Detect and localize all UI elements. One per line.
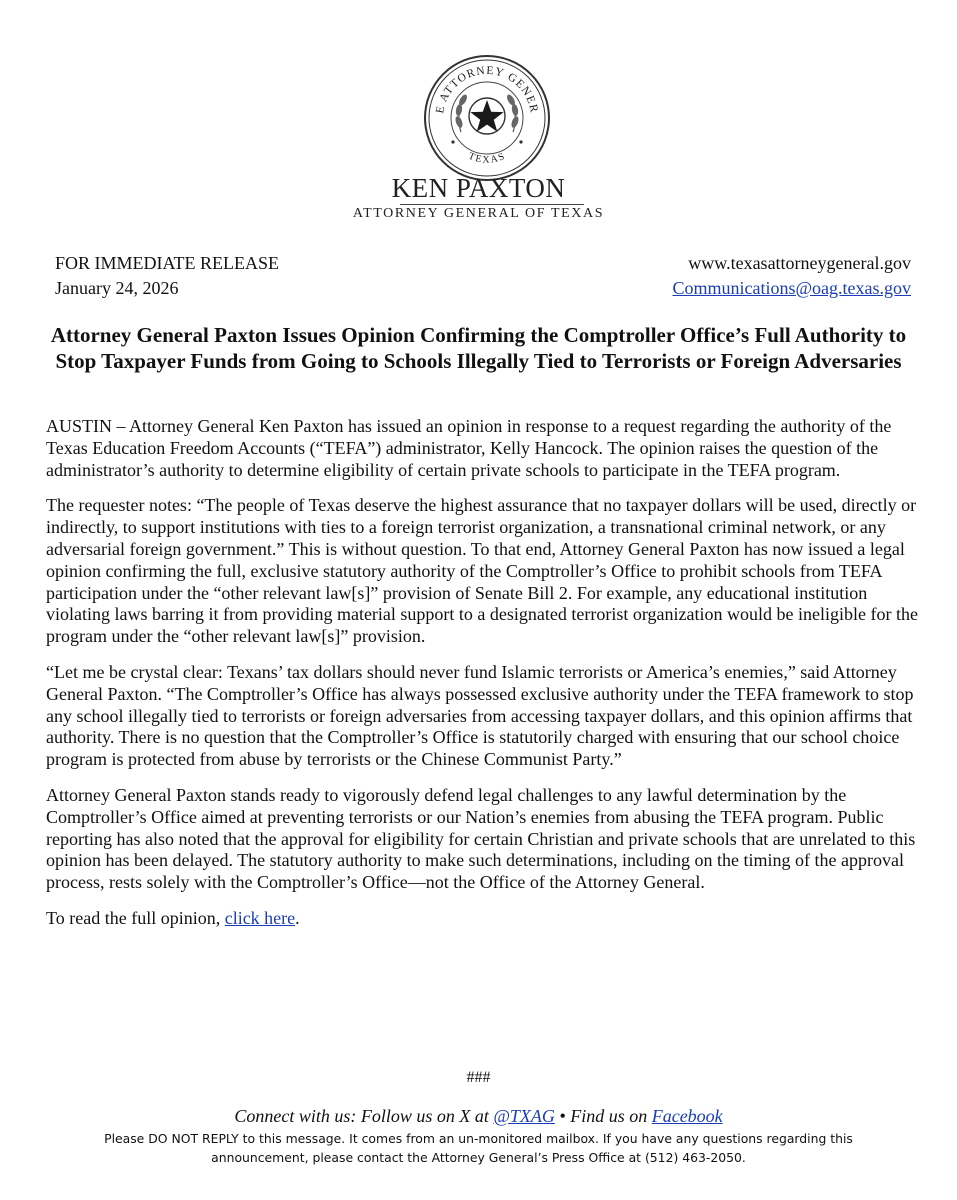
paragraph-3: “Let me be crystal clear: Texans’ tax dollars should never fund Islamic terrorists or America’s enemies,” said Attorney General Paxton. “The Comptroller’s Office has always possessed exclusive authority under the TEFA framework to stop any school illegally tied to terrorists or foreign adversaries from accessing taxpayer dollars, and this opinion affirms that authority. There is no question that the Comptroller’s Office is statutorily charged with ensuring that our school choice program is protected from abuse by terrorists or the Chinese Communist Party.”	[46, 661, 914, 770]
seal-top-text: E ATTORNEY GENER	[434, 64, 540, 115]
paragraph-2: The requester notes: “The people of Texas deserve the highest assurance that no taxpayer dollars will be used, directly or indirectly, to support institutions with ties to a foreign terrorist organization, a transnational criminal network, or any adversarial foreign government.” This is without question. To that end, Attorney General Paxton has now issued a legal opinion confirming the full, exclusive statutory authority of the Comptroller’s Office to prohibit schools from TEFA participation under the “other relevant law[s]” provision of Senate Bill 2. For example, any educational institution violating laws barring it from providing material support to a designated terrorist organization would be ineligible for the program under the “other relevant law[s]” provision.	[46, 495, 918, 647]
facebook-link[interactable]: Facebook	[651, 1106, 723, 1126]
svg-text:THE ATTORNEY GENERAL	[421, 52, 540, 114]
paragraph-1: AUSTIN – Attorney General Ken Paxton has issued an opinion in response to a request regarding the authority of the Texas Education Freedom Accounts (“TEFA”) administrator, Kelly Hancock. The opinion raises the question of the administrator’s authority to determine eligibility of certain private schools to participate in the TEFA program.	[46, 416, 892, 480]
social-connect-line	[0, 1106, 957, 1127]
release-date: January 24, 2026	[55, 278, 179, 298]
read-more-prefix: To read the full opinion,	[46, 907, 225, 928]
no-reply-disclaimer: Please DO NOT REPLY to this message. It comes from an un-monitored mailbox. If you have any questions regarding this announcement, please contact the Attorney General’s Press Office at (512) 463-2050.	[104, 1131, 853, 1165]
full-opinion-link[interactable]: click here	[224, 907, 296, 928]
press-release-headline: Attorney General Paxton Issues Opinion Confirming the Comptroller Office’s Full Authority to Stop Taxpayer Funds from Going to Schools Illegally Tied to Terrorists or Foreign Adversaries	[50, 323, 907, 373]
attorney-general-seal	[421, 52, 553, 184]
read-more-line	[46, 908, 920, 930]
paragraph-4: Attorney General Paxton stands ready to vigorously defend legal challenges to any lawful determination by the Comptroller’s Office aimed at preventing terrorists or our Nation’s enemies from abusing the TEFA program. Public reporting has also noted that the approval for eligibility for certain Christian and private schools that are unrelated to this opinion has been delayed. The statutory authority to make such determinations, including on the timing of the approval process, rests solely with the Comptroller’s Office—not the Office of the Attorney General.	[46, 784, 916, 893]
x-handle-link[interactable]: @TXAG	[493, 1106, 555, 1126]
press-release-body	[46, 416, 920, 944]
connect-separator: • Find us on	[554, 1106, 652, 1126]
office-title: ATTORNEY GENERAL OF TEXAS	[352, 206, 605, 221]
connect-prefix: Connect with us: Follow us on X at	[234, 1106, 494, 1126]
star-seal-icon	[421, 52, 553, 184]
email-link[interactable]: Communications@oag.texas.gov	[672, 278, 911, 298]
seal-bottom-text: TEXAS	[466, 150, 508, 166]
svg-text:TEXAS	[467, 151, 508, 166]
attorney-general-name: KEN PAXTON	[391, 173, 566, 203]
contact-info	[672, 251, 911, 301]
letterhead-divider	[400, 204, 584, 205]
release-info	[55, 251, 279, 301]
read-more-suffix: .	[295, 907, 300, 928]
website-text: www.texasattorneygeneral.gov	[688, 253, 911, 273]
release-label: FOR IMMEDIATE RELEASE	[55, 253, 279, 273]
end-mark: ###	[466, 1069, 491, 1086]
